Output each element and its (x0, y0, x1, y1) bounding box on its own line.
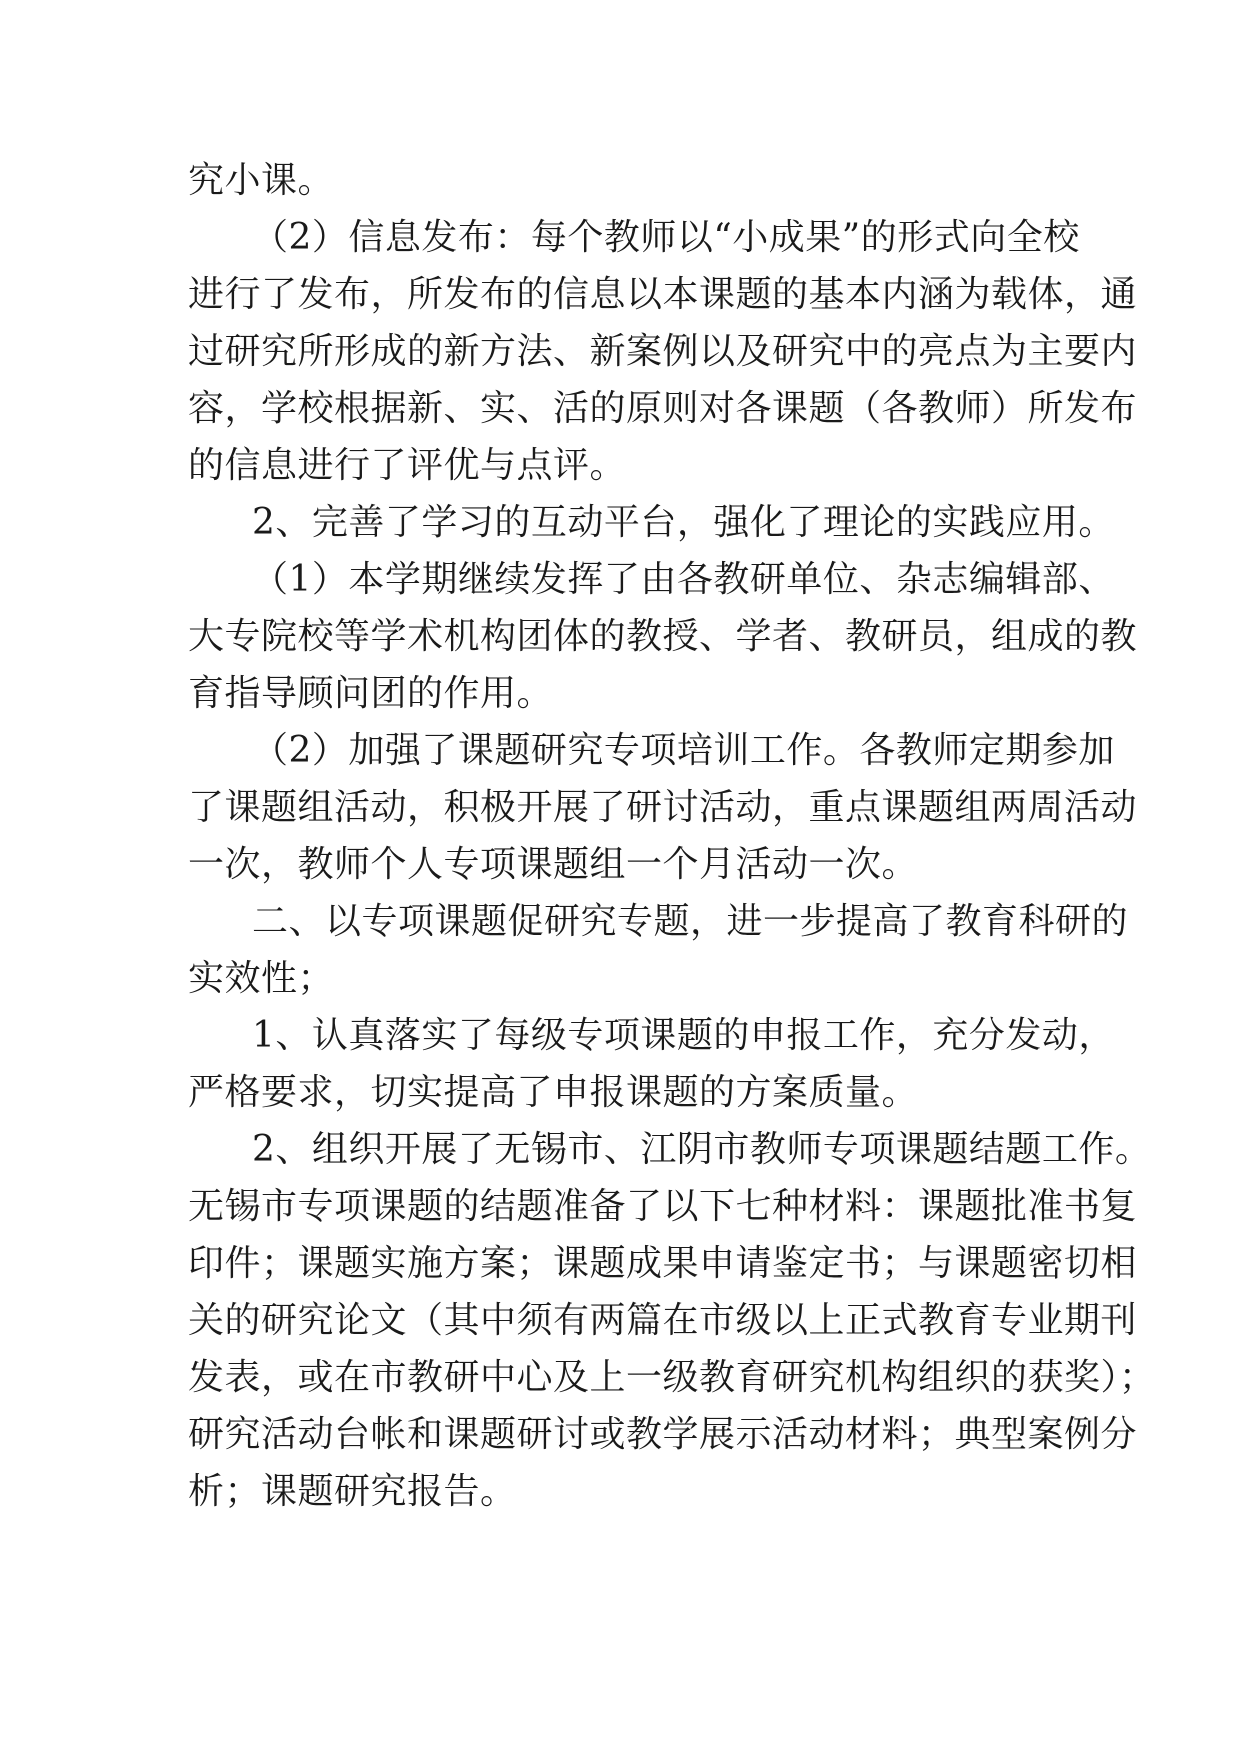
text-line: 育指导顾问团的作用。 (188, 673, 554, 714)
text-line: （2）信息发布：每个教师以“小成果”的形式向全校 (252, 217, 1080, 258)
text-line: 了课题组活动，积极开展了研讨活动，重点课题组两周活动 (188, 787, 1138, 828)
text-line: 究小课。 (188, 160, 335, 201)
text-line: 印件；课题实施方案；课题成果申请鉴定书；与课题密切相 (188, 1243, 1138, 1284)
text-line: 无锡市专项课题的结题准备了以下七种材料：课题批准书复 (188, 1186, 1138, 1227)
text-line: 进行了发布，所发布的信息以本课题的基本内涵为载体，通 (188, 274, 1138, 315)
text-line: 严格要求，切实提高了申报课题的方案质量。 (188, 1072, 919, 1113)
document-body (188, 152, 1156, 1520)
text-line: （1）本学期继续发挥了由各教研单位、杂志编辑部、 (252, 559, 1115, 600)
text-line: 实效性； (188, 958, 335, 999)
text-line: 2、完善了学习的互动平台，强化了理论的实践应用。 (252, 502, 1115, 543)
text-line: （2）加强了课题研究专项培训工作。各教师定期参加 (252, 730, 1115, 771)
text-line: 1、认真落实了每级专项课题的申报工作，充分发动， (252, 1015, 1115, 1056)
text-line: 大专院校等学术机构团体的教授、学者、教研员，组成的教 (188, 616, 1138, 657)
text-line: 析；课题研究报告。 (188, 1471, 517, 1512)
text-line: 一次，教师个人专项课题组一个月活动一次。 (188, 844, 919, 885)
text-line: 的信息进行了评优与点评。 (188, 445, 627, 486)
text-line: 研究活动台帐和课题研讨或教学展示活动材料；典型案例分 (188, 1414, 1138, 1455)
text-line: 关的研究论文（其中须有两篇在市级以上正式教育专业期刊 (188, 1300, 1138, 1341)
text-line: 二、以专项课题促研究专题，进一步提高了教育科研的 (252, 901, 1129, 942)
text-line: 2、组织开展了无锡市、江阴市教师专项课题结题工作。 (252, 1129, 1152, 1170)
text-line: 发表，或在市教研中心及上一级教育研究机构组织的获奖）； (188, 1357, 1156, 1398)
text-line: 容，学校根据新、实、活的原则对各课题（各教师）所发布 (188, 388, 1138, 429)
text-line: 过研究所形成的新方法、新案例以及研究中的亮点为主要内 (188, 331, 1138, 372)
